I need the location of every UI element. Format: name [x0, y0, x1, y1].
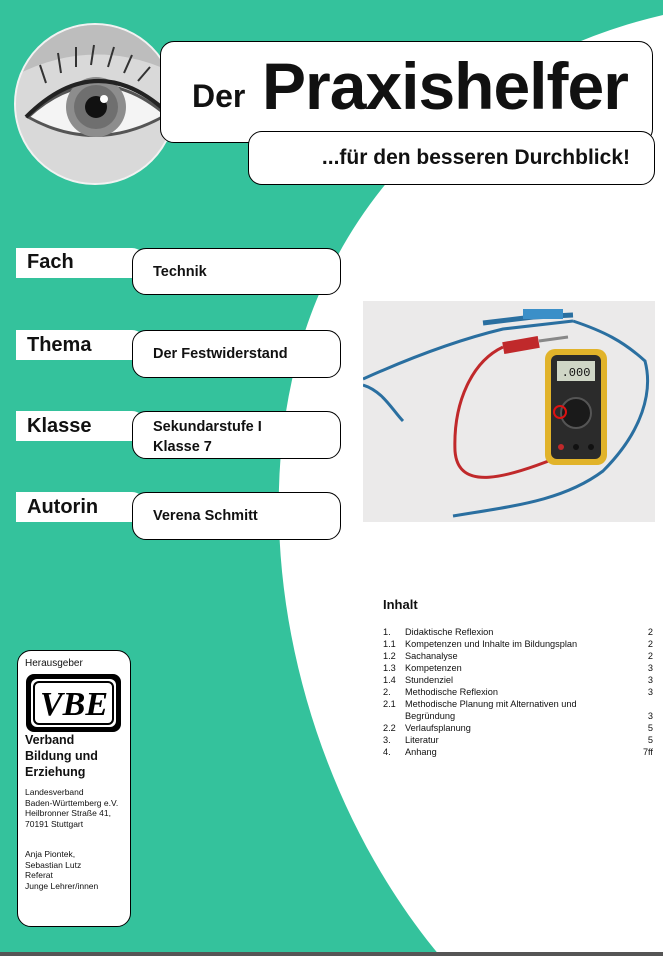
toc-item	[383, 710, 653, 722]
subtitle-box	[248, 131, 655, 185]
toc-item-page: 2	[647, 627, 653, 637]
toc-item-label: Kompetenzen	[405, 663, 462, 673]
toc-item	[383, 662, 653, 674]
toc-item-page: 3	[647, 675, 653, 685]
toc-item-label: Begründung	[405, 711, 456, 721]
page-title: Praxishelfer	[262, 49, 628, 123]
field-value-box-klasse	[132, 411, 341, 459]
toc-item-number: 4.	[383, 747, 391, 757]
multimeter-photo	[363, 301, 655, 522]
toc-item	[383, 686, 653, 698]
toc-item-number: 1.1	[383, 639, 396, 649]
vbe-logo	[25, 673, 122, 733]
field-value-klasse: Sekundarstufe I Klasse 7	[153, 419, 262, 455]
toc-item-label: Literatur	[405, 735, 439, 745]
toc-item-label: Verlaufsplanung	[405, 723, 471, 733]
field-label-thema: Thema	[27, 334, 92, 356]
toc-item-label: Methodische Planung mit Alternativen und	[405, 699, 577, 709]
field-label-fach: Fach	[27, 251, 74, 273]
toc-item	[383, 746, 653, 758]
publisher-name: Verband Bildung und Erziehung	[25, 733, 98, 779]
toc-item-number: 2.	[383, 687, 391, 697]
toc-item	[383, 722, 653, 734]
toc-item-number: 2.2	[383, 723, 396, 733]
svg-text:.000: .000	[561, 366, 591, 380]
toc-item-page: 2	[647, 651, 653, 661]
toc-item-page: 7ff	[642, 747, 653, 757]
toc-item	[383, 674, 653, 686]
field-label-klasse: Klasse	[27, 415, 92, 437]
publisher-contacts: Anja Piontek, Sebastian Lutz Referat Junge Lehrer/innen	[25, 849, 99, 891]
field-value-autorin: Verena Schmitt	[153, 508, 258, 524]
toc-item-page: 5	[647, 735, 653, 745]
toc-item-number: 1.4	[383, 675, 396, 685]
toc-item-label: Stundenziel	[405, 675, 454, 685]
table-of-contents	[383, 597, 653, 758]
toc-item-label: Didaktische Reflexion	[405, 627, 494, 637]
field-value-box-autorin	[132, 492, 341, 540]
vbe-logo-text: VBE	[39, 686, 109, 723]
toc-item-page: 5	[647, 723, 653, 733]
toc-item	[383, 734, 653, 746]
field-value-box-thema	[132, 330, 341, 378]
toc-item	[383, 650, 653, 662]
toc-item-number: 3.	[383, 735, 391, 745]
subtitle: ...für den besseren Durchblick!	[321, 146, 630, 169]
toc-item	[383, 638, 653, 650]
toc-item-number: 2.1	[383, 699, 396, 709]
field-value-thema: Der Festwiderstand	[153, 346, 288, 362]
toc-item-label: Sachanalyse	[405, 651, 458, 661]
toc-item-number: 1.3	[383, 663, 396, 673]
toc-item-page: 3	[647, 687, 653, 697]
toc-item	[383, 698, 653, 710]
publisher-address: Landesverband Baden-Württemberg e.V. Heilbronner Straße 41, 70191 Stuttgart	[25, 787, 119, 829]
toc-item-page: 2	[647, 639, 653, 649]
field-value-fach: Technik	[153, 264, 207, 280]
toc-item	[383, 626, 653, 638]
title-prefix: Der	[192, 78, 246, 114]
publisher-heading: Herausgeber	[25, 658, 83, 669]
toc-heading: Inhalt	[383, 597, 418, 612]
field-value-box-fach	[132, 248, 341, 295]
field-label-autorin: Autorin	[27, 496, 99, 518]
eye-photo	[14, 23, 176, 185]
toc-item-label: Kompetenzen und Inhalte im Bildungsplan	[405, 639, 578, 649]
toc-item-label: Methodische Reflexion	[405, 687, 498, 697]
toc-item-page: 3	[647, 663, 653, 673]
toc-item-number: 1.2	[383, 651, 396, 661]
toc-item-label: Anhang	[405, 747, 437, 757]
toc-item-number: 1.	[383, 627, 391, 637]
toc-item-page: 3	[647, 711, 653, 721]
publisher-box	[17, 650, 131, 927]
